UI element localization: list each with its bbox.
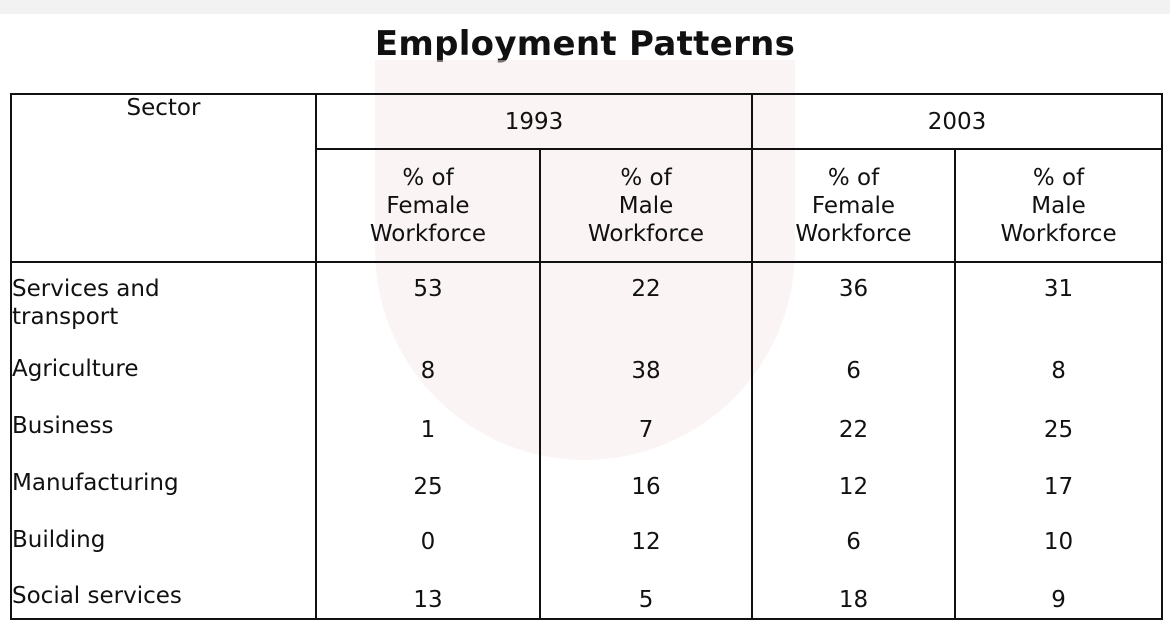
value-cell: 25 bbox=[955, 400, 1162, 457]
subheader-line: % of bbox=[827, 164, 880, 191]
value-cell: 5 bbox=[540, 570, 752, 619]
subheader-1993-female bbox=[316, 149, 540, 262]
sector-header: Sector bbox=[11, 94, 316, 262]
value-cell: 36 bbox=[752, 262, 955, 343]
table-row-business bbox=[11, 400, 1162, 457]
subheader-line: Female bbox=[386, 192, 470, 219]
value-cell: 38 bbox=[540, 343, 752, 400]
sector-label: Business bbox=[11, 400, 316, 457]
value-cell: 16 bbox=[540, 457, 752, 514]
subheader-line: Workforce bbox=[795, 220, 912, 247]
value-cell: 17 bbox=[955, 457, 1162, 514]
value-cell: 25 bbox=[316, 457, 540, 514]
value-cell: 22 bbox=[752, 400, 955, 457]
sector-label: Social services bbox=[11, 570, 316, 619]
subheader-line: Female bbox=[811, 192, 896, 219]
table-row-services-and-transport bbox=[11, 262, 1162, 343]
subheader-line: % of bbox=[1032, 164, 1085, 191]
employment-table-frame bbox=[10, 93, 1161, 618]
subheader-1993-male bbox=[540, 149, 752, 262]
sector-label-line: transport bbox=[12, 304, 119, 330]
subheader-2003-male bbox=[955, 149, 1162, 262]
sector-label-line: Services and bbox=[12, 276, 160, 302]
subheader-line: Workforce bbox=[369, 220, 487, 247]
employment-table bbox=[10, 93, 1163, 620]
value-cell: 6 bbox=[752, 343, 955, 400]
value-cell: 53 bbox=[316, 262, 540, 343]
subheader-line: Workforce bbox=[587, 220, 705, 247]
value-cell: 31 bbox=[955, 262, 1162, 343]
subheader-line: Workforce bbox=[1000, 220, 1117, 247]
sector-label: Agriculture bbox=[11, 343, 316, 400]
year-header-2003: 2003 bbox=[752, 94, 1162, 149]
table-row-social-services bbox=[11, 570, 1162, 619]
subheader-line: % of bbox=[620, 164, 672, 191]
value-cell: 10 bbox=[955, 514, 1162, 570]
value-cell: 12 bbox=[540, 514, 752, 570]
sector-label bbox=[11, 262, 316, 343]
chart-title: Employment Patterns bbox=[374, 24, 796, 64]
value-cell: 13 bbox=[316, 570, 540, 619]
subheader-2003-female bbox=[752, 149, 955, 262]
top-band bbox=[0, 0, 1170, 14]
subheader-line: Male bbox=[618, 192, 674, 219]
value-cell: 9 bbox=[955, 570, 1162, 619]
sector-label: Building bbox=[11, 514, 316, 570]
table-row-building bbox=[11, 514, 1162, 570]
value-cell: 22 bbox=[540, 262, 752, 343]
value-cell: 8 bbox=[955, 343, 1162, 400]
subheader-line: % of bbox=[402, 164, 454, 191]
value-cell: 1 bbox=[316, 400, 540, 457]
sector-label: Manufacturing bbox=[11, 457, 316, 514]
value-cell: 18 bbox=[752, 570, 955, 619]
value-cell: 8 bbox=[316, 343, 540, 400]
table-row-manufacturing bbox=[11, 457, 1162, 514]
year-header-1993: 1993 bbox=[316, 94, 752, 149]
value-cell: 6 bbox=[752, 514, 955, 570]
table-row-agriculture bbox=[11, 343, 1162, 400]
value-cell: 12 bbox=[752, 457, 955, 514]
subheader-line: Male bbox=[1031, 192, 1086, 219]
value-cell: 0 bbox=[316, 514, 540, 570]
value-cell: 7 bbox=[540, 400, 752, 457]
header-row-years bbox=[11, 94, 1162, 149]
